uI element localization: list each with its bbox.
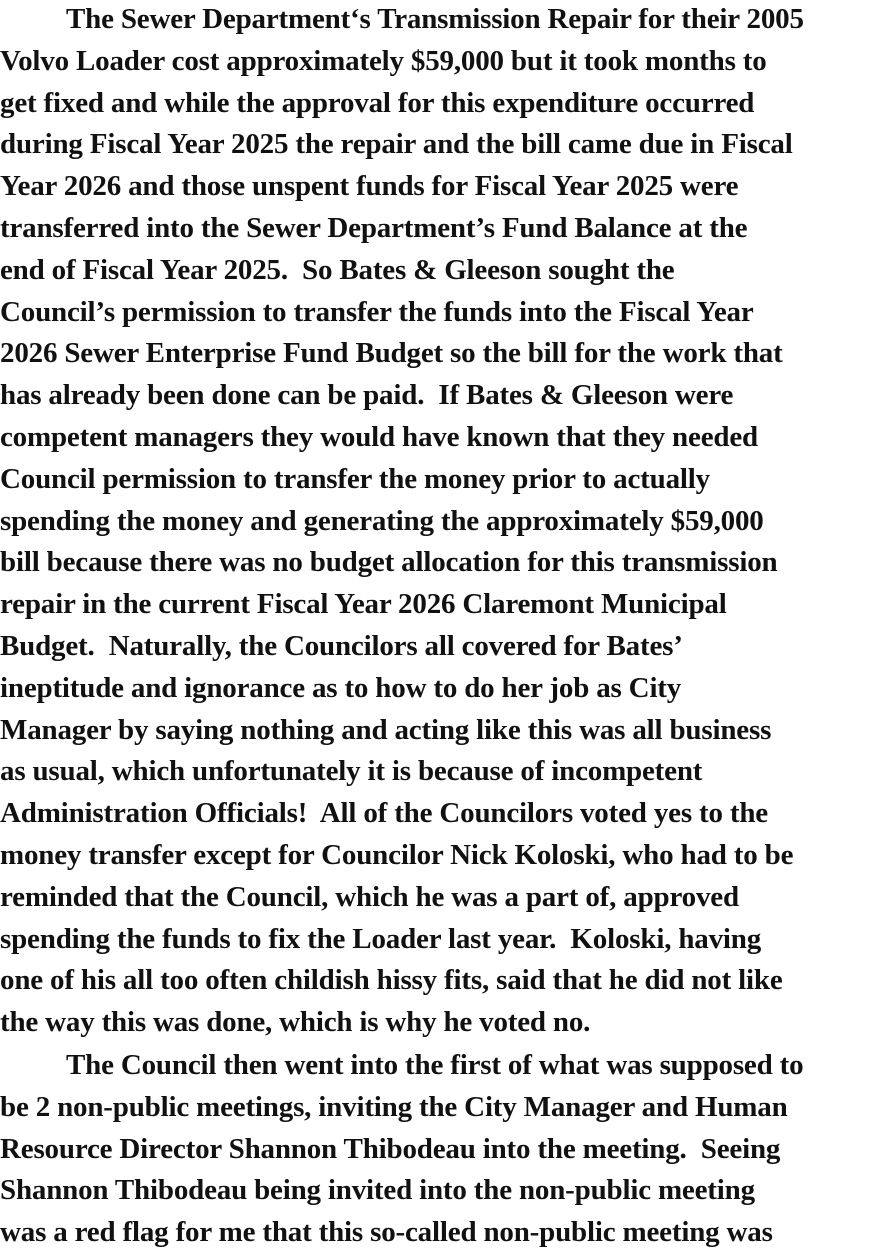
- text-line: as usual, which unfortunately it is because of incompetent: [0, 755, 703, 788]
- text-line: money transfer except for Councilor Nick Koloski, who had to be: [0, 838, 794, 871]
- text-line: was a red flag for me that this so-called non-public meeting was: [0, 1216, 773, 1249]
- text-line: Shannon Thibodeau being invited into the non-public meeting: [0, 1174, 755, 1207]
- text-line: spending the funds to fix the Loader last year. Koloski, having: [0, 922, 762, 955]
- text-line: ineptitude and ignorance as to how to do her job as City: [0, 671, 682, 704]
- text-line: transferred into the Sewer Department’s Fund Balance at the: [0, 211, 748, 244]
- text-line: The Council then went into the first of what was supposed to: [66, 1049, 804, 1081]
- text-line: reminded that the Council, which he was a part of, approved: [0, 880, 739, 913]
- text-line: Administration Officials! All of the Councilors voted yes to the: [0, 797, 768, 830]
- text-line: The Sewer Department‘s Transmission Repair for their 2005: [66, 3, 804, 35]
- text-line: Council’s permission to transfer the funds into the Fiscal Year: [0, 295, 754, 328]
- text-line: during Fiscal Year 2025 the repair and the bill came due in Fiscal: [0, 128, 793, 161]
- text-line: Resource Director Shannon Thibodeau into the meeting. Seeing: [0, 1132, 781, 1165]
- text-line: Volvo Loader cost approximately $59,000 but it took months to: [0, 44, 767, 77]
- text-line: competent managers they would have known that they needed: [0, 420, 758, 453]
- text-line: Manager by saying nothing and acting like this was all business: [0, 713, 772, 746]
- text-line: spending the money and generating the approximately $59,000: [0, 504, 764, 537]
- text-line: has already been done can be paid. If Bates & Gleeson were: [0, 379, 734, 412]
- text-line: bill because there was no budget allocation for this transmission: [0, 546, 778, 579]
- text-line: the way this was done, which is why he voted no.: [0, 1006, 591, 1039]
- text-line: Council permission to transfer the money prior to actually: [0, 462, 710, 495]
- text-line: 2026 Sewer Enterprise Fund Budget so the bill for the work that: [0, 337, 783, 370]
- text-line: end of Fiscal Year 2025. So Bates & Gleeson sought the: [0, 253, 675, 286]
- text-line: get fixed and while the approval for this expenditure occurred: [0, 86, 755, 119]
- paragraph-non-public-meeting: [0, 1045, 880, 1250]
- text-line: be 2 non-public meetings, inviting the City Manager and Human: [0, 1090, 788, 1123]
- text-line: Budget. Naturally, the Councilors all covered for Bates’: [0, 629, 683, 662]
- text-line: repair in the current Fiscal Year 2026 Claremont Municipal: [0, 588, 727, 621]
- text-line: Year 2026 and those unspent funds for Fiscal Year 2025 were: [0, 170, 739, 203]
- text-line: one of his all too often childish hissy fits, said that he did not like: [0, 964, 783, 997]
